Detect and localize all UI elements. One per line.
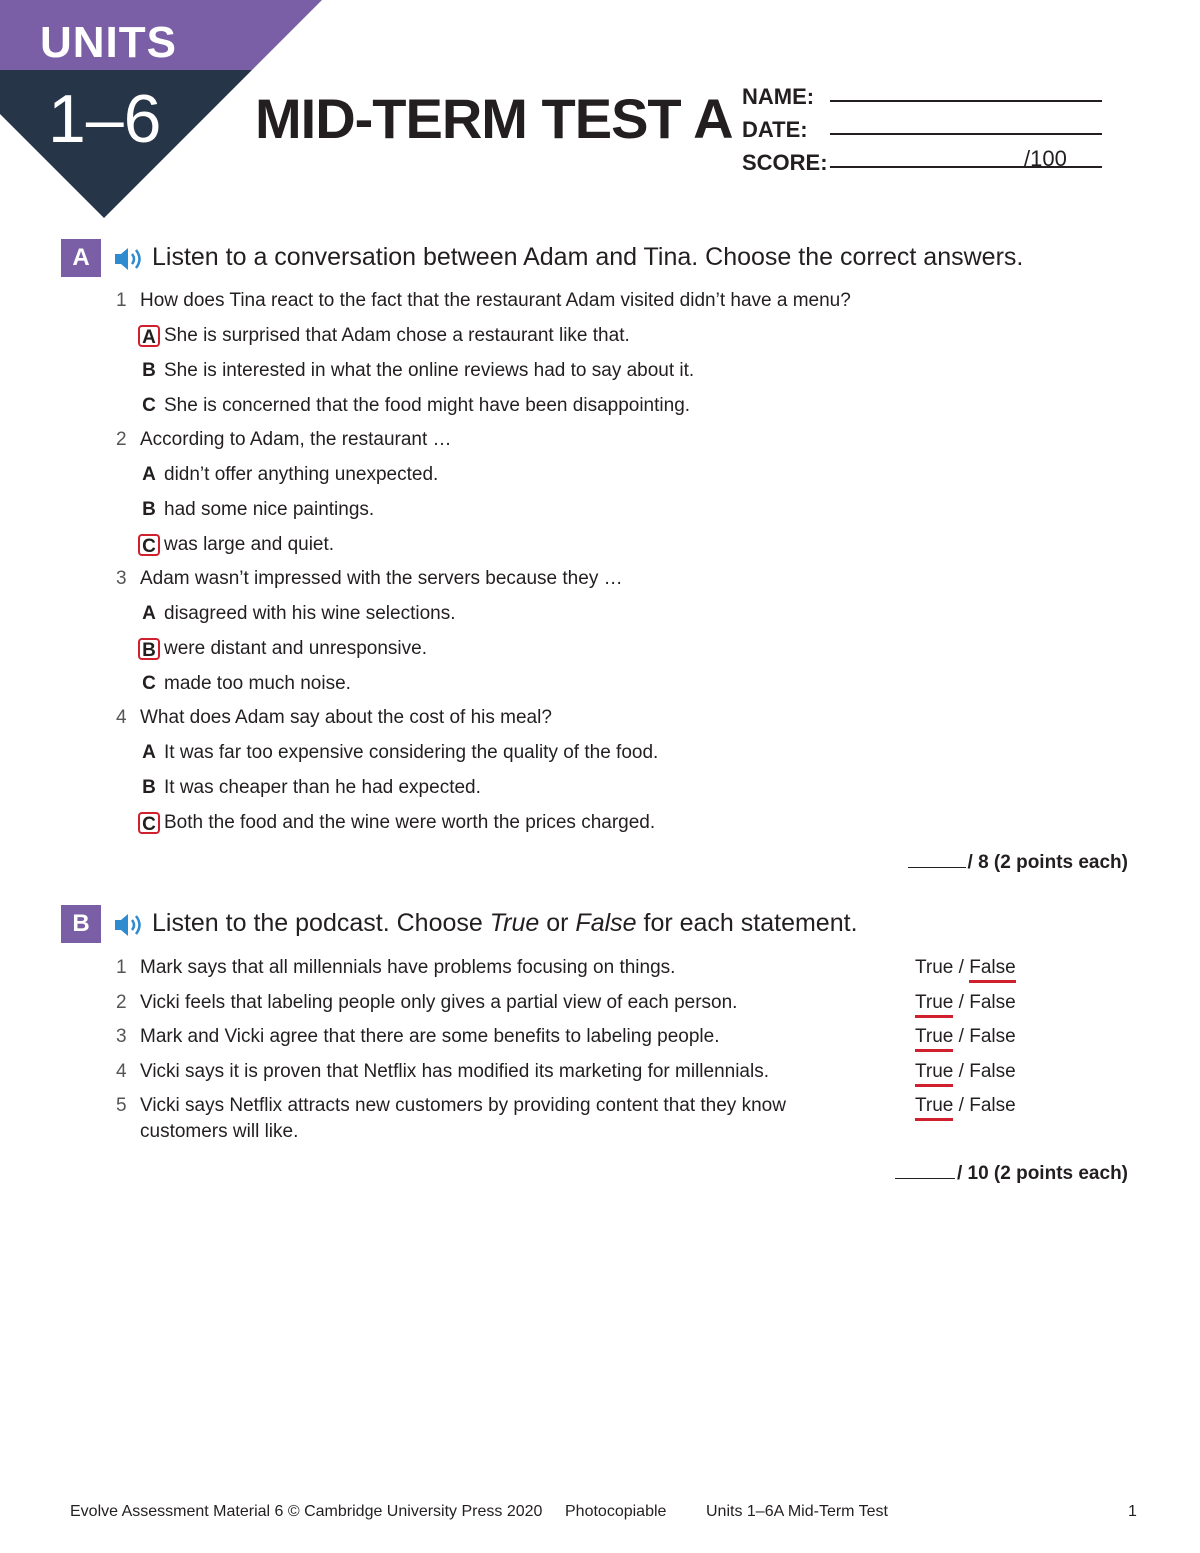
statement-text: Vicki feels that labeling people only gives a partial view of each person. (140, 992, 738, 1013)
score-total: /100 (1024, 146, 1067, 171)
question-text: According to Adam, the restaurant … (140, 429, 452, 450)
section-b-points: / 10 (2 points each) (895, 1163, 1128, 1185)
option-letter[interactable]: B (142, 499, 156, 520)
date-field[interactable] (830, 133, 1102, 135)
false-option[interactable]: False (969, 957, 1015, 983)
question-text: Adam wasn’t impressed with the servers because they … (140, 568, 623, 589)
section-b-badge: B (61, 905, 101, 943)
option-letter[interactable]: A (142, 742, 156, 763)
selected-answer-letter[interactable]: A (138, 325, 160, 347)
page-title: MID-TERM TEST A (255, 87, 733, 150)
option-letter[interactable]: B (142, 360, 156, 381)
option-text: didn’t offer anything unexpected. (164, 464, 439, 485)
false-option[interactable]: False (969, 1095, 1016, 1116)
question-number: 2 (116, 429, 127, 450)
question-text: What does Adam say about the cost of his meal? (140, 707, 552, 728)
statement-number: 5 (116, 1095, 127, 1116)
section-a-points: / 8 (2 points each) (908, 852, 1128, 874)
speaker-icon[interactable] (113, 245, 145, 273)
statement-number: 4 (116, 1061, 127, 1082)
question-number: 1 (116, 290, 127, 311)
units-range: 1–6 (48, 81, 162, 157)
question-number: 4 (116, 707, 127, 728)
statement-number: 1 (116, 957, 127, 978)
selected-answer-letter[interactable]: C (138, 812, 160, 834)
choice-separator: / (953, 1026, 970, 1047)
selected-answer-letter[interactable]: B (138, 638, 160, 660)
page-number: 1 (1128, 1503, 1137, 1520)
false-option[interactable]: False (969, 1061, 1016, 1082)
name-field[interactable] (830, 100, 1102, 102)
option-letter[interactable]: C (142, 673, 156, 694)
question-number: 3 (116, 568, 127, 589)
section-a-instruction: Listen to a conversation between Adam and Tina. Choose the correct answers. (152, 243, 1024, 271)
statement-text: Mark and Vicki agree that there are some benefits to labeling people. (140, 1026, 720, 1047)
option-text: had some nice paintings. (164, 499, 375, 520)
true-false-choice (915, 992, 1016, 1018)
date-label: DATE: (742, 117, 808, 142)
section-b-instruction: Listen to the podcast. Choose True or False for each statement. (152, 909, 858, 937)
choice-separator: / (953, 1061, 970, 1082)
option-text: made too much noise. (164, 673, 351, 694)
option-text: were distant and unresponsive. (164, 638, 427, 659)
true-option[interactable]: True (915, 1061, 953, 1087)
name-label: NAME: (742, 84, 815, 109)
question-text: How does Tina react to the fact that the restaurant Adam visited didn’t have a menu? (140, 290, 851, 311)
footer-test-name: Units 1–6A Mid-Term Test (706, 1503, 888, 1520)
footer-copyright: Evolve Assessment Material 6 © Cambridge University Press 2020 (70, 1503, 543, 1520)
false-option[interactable]: False (969, 992, 1016, 1013)
score-label: SCORE: (742, 150, 828, 175)
speaker-icon[interactable] (113, 911, 145, 939)
option-letter[interactable]: C (142, 395, 156, 416)
true-option[interactable]: True (915, 1095, 953, 1121)
option-text: It was cheaper than he had expected. (164, 777, 481, 798)
option-text: Both the food and the wine were worth the prices charged. (164, 812, 656, 833)
choice-separator: / (953, 992, 970, 1013)
true-option[interactable]: True (915, 992, 953, 1018)
option-text: disagreed with his wine selections. (164, 603, 456, 624)
option-text: She is concerned that the food might have been disappointing. (164, 395, 691, 416)
true-false-choice (915, 1026, 1016, 1052)
true-option[interactable]: True (915, 957, 954, 978)
true-false-choice (915, 957, 1016, 983)
option-letter[interactable]: B (142, 777, 156, 798)
statement-text: Mark says that all millennials have problems focusing on things. (140, 957, 676, 978)
statement-number: 3 (116, 1026, 127, 1047)
true-false-choice (915, 1061, 1016, 1087)
statement-text: Vicki says Netflix attracts new customers by providing content that they know (140, 1095, 786, 1116)
option-letter[interactable]: A (142, 603, 156, 624)
option-text: It was far too expensive considering the quality of the food. (164, 742, 659, 763)
option-text: was large and quiet. (164, 534, 335, 555)
units-label: UNITS (40, 18, 177, 67)
selected-answer-letter[interactable]: C (138, 534, 160, 556)
option-letter[interactable]: A (142, 464, 156, 485)
section-a-badge: A (61, 239, 101, 277)
statement-text-continued: customers will like. (140, 1121, 299, 1142)
false-option[interactable]: False (969, 1026, 1016, 1047)
statement-number: 2 (116, 992, 127, 1013)
statement-text: Vicki says it is proven that Netflix has modified its marketing for millennials. (140, 1061, 770, 1082)
true-option[interactable]: True (915, 1026, 953, 1052)
option-text: She is surprised that Adam chose a restaurant like that. (164, 325, 630, 346)
footer-photocopiable: Photocopiable (565, 1503, 667, 1520)
choice-separator: / (953, 1095, 970, 1116)
choice-separator: / (953, 957, 970, 978)
true-false-choice (915, 1095, 1016, 1121)
option-text: She is interested in what the online reviews had to say about it. (164, 360, 695, 381)
